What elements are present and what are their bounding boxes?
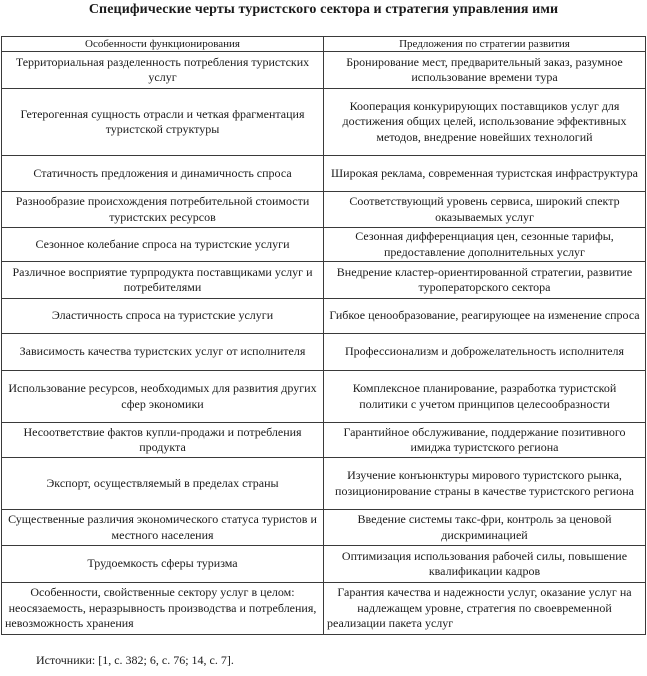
table-header-row xyxy=(2,37,646,52)
table-row xyxy=(2,228,646,262)
source-note: Источники: [1, с. 382; 6, с. 76; 14, с. 7]. xyxy=(36,653,234,667)
cell-proposals: Сезонная дифференциация цен, сезонные тарифы, предоставление дополнительных услуг xyxy=(324,228,646,262)
table-row xyxy=(2,458,646,510)
strategy-table xyxy=(1,36,646,635)
table-row xyxy=(2,423,646,458)
cell-features: Разнообразие происхождения потребительной стоимости туристских ресурсов xyxy=(2,192,324,228)
cell-features: Различное восприятие турпродукта поставщиками услуг и потребителями xyxy=(2,262,324,299)
cell-proposals: Введение системы такс-фри, контроль за ценовой дискриминацией xyxy=(324,510,646,546)
cell-proposals: Соответствующий уровень сервиса, широкий спектр оказываемых услуг xyxy=(324,192,646,228)
cell-proposals: Оптимизация использования рабочей силы, повышение квалификации кадров xyxy=(324,546,646,583)
cell-proposals: Бронирование мест, предварительный заказ, разумное использование времени тура xyxy=(324,52,646,89)
cell-features: Несоответствие фактов купли-продажи и потребления продукта xyxy=(2,423,324,458)
table-row xyxy=(2,52,646,89)
cell-features: Существенные различия экономического статуса туристов и местного населения xyxy=(2,510,324,546)
table-row xyxy=(2,546,646,583)
table-row xyxy=(2,371,646,423)
table-row xyxy=(2,299,646,334)
table-row xyxy=(2,583,646,635)
table-row xyxy=(2,156,646,192)
cell-proposals: Широкая реклама, современная туристская инфраструктура xyxy=(324,156,646,192)
header-features: Особенности функционирования xyxy=(2,37,324,52)
cell-features: Эластичность спроса на туристские услуги xyxy=(2,299,324,334)
cell-features: Территориальная разделенность потребления туристских услуг xyxy=(2,52,324,89)
cell-features: Особенности, свойственные сектору услуг в целом: неосязаемость, неразрывность производства и потребления, невозможность хранения xyxy=(2,583,324,635)
cell-proposals: Внедрение кластер-ориентированной стратегии, развитие туроператорского сектора xyxy=(324,262,646,299)
cell-proposals: Гарантия качества и надежности услуг, оказание услуг на надлежащем уровне, стратегия по своевременной реализации пакета услуг xyxy=(324,583,646,635)
header-proposals: Предложения по стратегии развития xyxy=(324,37,646,52)
cell-proposals: Изучение конъюнктуры мирового туристского рынка, позиционирование страны в качестве туристского региона xyxy=(324,458,646,510)
table-row xyxy=(2,192,646,228)
table-title: Специфические черты туристского сектора и стратегия управления ими xyxy=(88,2,559,17)
cell-features: Статичность предложения и динамичность спроса xyxy=(2,156,324,192)
table-row xyxy=(2,510,646,546)
cell-features: Зависимость качества туристских услуг от исполнителя xyxy=(2,334,324,371)
cell-features: Гетерогенная сущность отрасли и четкая фрагментация туристской структуры xyxy=(2,89,324,156)
cell-features: Сезонное колебание спроса на туристские услуги xyxy=(2,228,324,262)
cell-proposals: Кооперация конкурирующих поставщиков услуг для достижения общих целей, использование эффективных методов, внедрение новейших технологий xyxy=(324,89,646,156)
cell-proposals: Профессионализм и доброжелательность исполнителя xyxy=(324,334,646,371)
cell-proposals: Гибкое ценообразование, реагирующее на изменение спроса xyxy=(324,299,646,334)
table-row xyxy=(2,262,646,299)
table-row xyxy=(2,334,646,371)
cell-features: Экспорт, осуществляемый в пределах страны xyxy=(2,458,324,510)
cell-proposals: Гарантийное обслуживание, поддержание позитивного имиджа туристского региона xyxy=(324,423,646,458)
cell-proposals: Комплексное планирование, разработка туристской политики с учетом принципов целесообразности xyxy=(324,371,646,423)
table-row xyxy=(2,89,646,156)
cell-features: Трудоемкость сферы туризма xyxy=(2,546,324,583)
cell-features: Использование ресурсов, необходимых для развития других сфер экономики xyxy=(2,371,324,423)
